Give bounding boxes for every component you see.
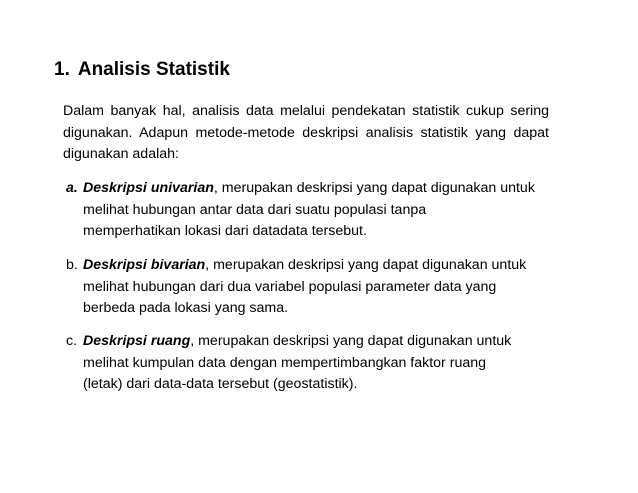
list-item-term: Deskripsi ruang xyxy=(83,333,191,349)
list-marker: b. xyxy=(66,257,78,273)
section-number: 1. xyxy=(54,59,70,80)
list-item-line: melihat hubungan dari dua variabel populasi parameter data yang xyxy=(83,278,497,295)
list-item-line xyxy=(66,255,586,277)
list-item-line xyxy=(66,178,586,200)
list-item-line: (letak) dari data-data tersebut (geostatistik). xyxy=(83,376,358,392)
list-item-term: Deskripsi univarian xyxy=(83,180,214,196)
section-heading xyxy=(54,59,230,81)
list-marker: a. xyxy=(66,180,78,196)
list-item-line: berbeda pada lokasi yang sama. xyxy=(83,300,289,316)
list-item-bivarian xyxy=(66,255,586,320)
intro-paragraph: Dalam banyak hal, analisis data melalui pendekatan statistik cukup sering digunakan. Adapun metode-metode deskripsi analisis statistik yang dapat digunakan adalah: xyxy=(63,103,549,162)
list-item-line xyxy=(66,331,586,353)
section-title: Analisis Statistik xyxy=(77,59,230,80)
list-item-text: , merupakan deskripsi yang dapat digunakan untuk xyxy=(205,257,527,273)
list-item-ruang xyxy=(66,331,586,396)
list-item-univarian xyxy=(66,178,586,243)
list-item-text: , merupakan deskripsi yang dapat digunakan untuk xyxy=(213,180,535,196)
list-item-text: , merupakan deskripsi yang dapat digunakan untuk xyxy=(190,333,512,349)
list-item-line: melihat kumpulan data dengan mempertimbangkan faktor ruang xyxy=(83,354,487,371)
list-marker: c. xyxy=(66,333,78,349)
list-item-line: melihat hubungan antar data dari suatu populasi tanpa xyxy=(83,201,427,218)
list-item-line: memperhatikan lokasi dari datadata tersebut. xyxy=(83,223,367,239)
list-item-term: Deskripsi bivarian xyxy=(83,257,206,273)
